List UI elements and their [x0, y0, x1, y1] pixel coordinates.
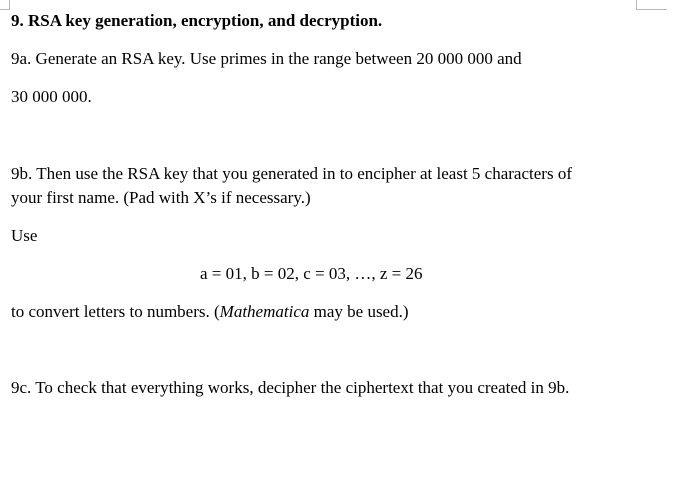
page-corner-mark-right	[636, 0, 667, 10]
convert-prefix: to convert letters to numbers. (	[11, 302, 220, 321]
part-a-line-2: 30 000 000.	[11, 87, 92, 106]
part-a-line-1: 9a. Generate an RSA key. Use primes in the range between 20 000 000 and	[11, 49, 522, 68]
part-c: 9c. To check that everything works, decipher the ciphertext that you created in 9b.	[11, 378, 570, 397]
convert-instruction	[11, 302, 409, 322]
page-corner-mark-left	[0, 0, 10, 10]
part-b-line-1: 9b. Then use the RSA key that you generated in to encipher at least 5 characters of	[11, 164, 572, 183]
part-b-line-2: your first name. (Pad with X’s if necessary.)	[11, 188, 311, 207]
problem-title: 9. RSA key generation, encryption, and decryption.	[11, 11, 383, 30]
mathematica-name: Mathematica	[219, 302, 310, 321]
letter-number-mapping: a = 01, b = 02, c = 03, …, z = 26	[200, 264, 423, 283]
convert-suffix: may be used.)	[309, 302, 409, 321]
use-label: Use	[11, 226, 38, 245]
